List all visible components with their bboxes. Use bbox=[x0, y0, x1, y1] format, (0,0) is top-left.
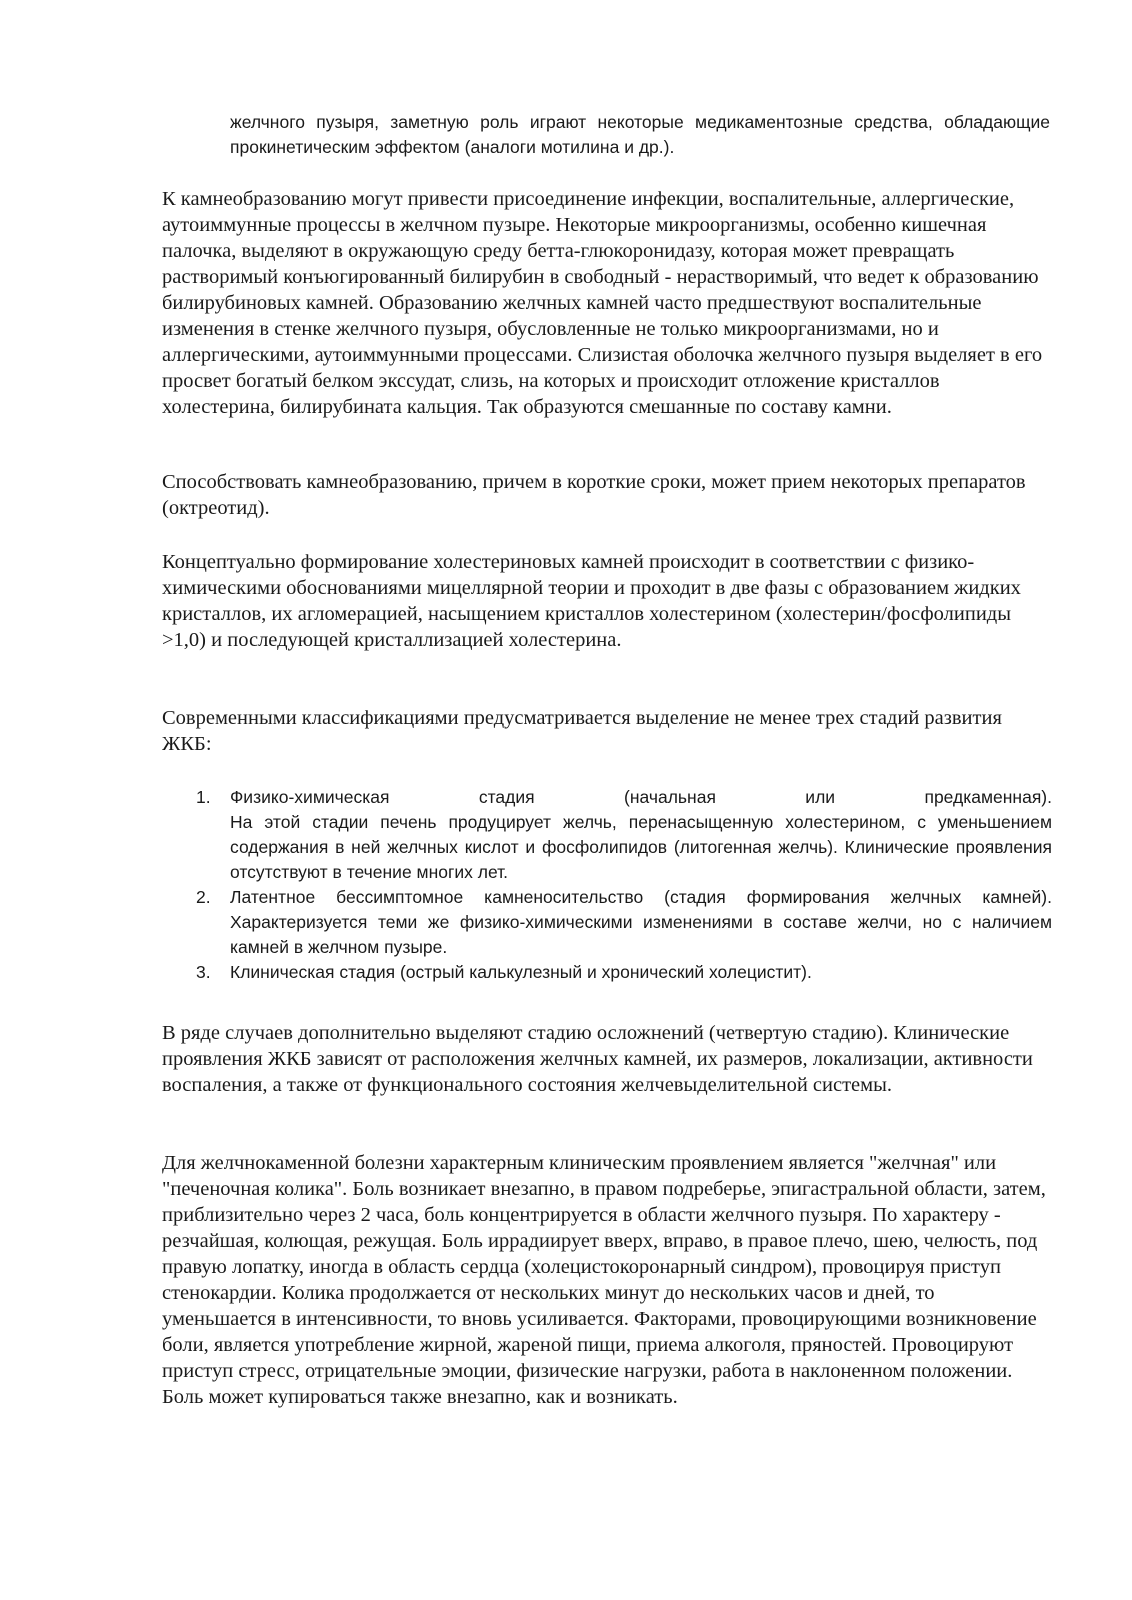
paragraph-biliary-colic: Для желчнокаменной болезни характерным клиническим проявлением является "желчная" или "печеночная колика". Боль возникает внезапно, в правом подреберье, эпигастральной области, затем, приблизительно через 2 часа, боль концентрируется в области желчного пузыря. По характеру - резчайшая, колющая, режущая. Боль иррадиирует вверх, вправо, в правое плечо, шею, челюсть, под правую лопатку, иногда в область сердца (холецистокоронарный синдром), провоцируя приступ стенокардии. Колика продолжается от нескольких минут до нескольких часов и дней, то уменьшается в интенсивности, то вновь усиливается. Факторами, провоцирующими возникновение боли, является употребление жирной, жареной пищи, приема алкоголя, пряностей. Провоцируют приступ стресс, отрицательные эмоции, физические нагрузки, работа в наклоненном положении. Боль может купироваться также внезапно, как и возникать. bbox=[162, 1152, 1046, 1408]
list-item bbox=[196, 885, 1052, 960]
list-item-number: 2. bbox=[196, 887, 211, 907]
list-item bbox=[196, 785, 1052, 885]
list-item-text: Клиническая стадия (острый калькулезный и хронический холецистит). bbox=[230, 962, 812, 982]
list-item-number: 3. bbox=[196, 962, 211, 982]
paragraph-stone-formation-infection: К камнеобразованию могут привести присоединение инфекции, воспалительные, аллергические, аутоиммунные процессы в желчном пузыре. Некоторые микроорганизмы, особенно кишечная палочка, выделяют в окружающую среду бетта-глюкоронидазу, которая может превращать растворимый конъюгированный билирубин в свободный - нерастворимый, что ведет к образованию билирубиновых камней. Образованию желчных камней часто предшествуют воспалительные изменения в стенке желчного пузыря, обусловленные не только микроорганизмами, но и аллергическими, аутоиммунными процессами. Слизистая оболочка желчного пузыря выделяет в его просвет богатый белком экссудат, слизь, на которых и происходит отложение кристаллов холестерина, билирубината кальция. Так образуются смешанные по составу камни. bbox=[162, 188, 1043, 418]
list-item bbox=[196, 960, 1052, 985]
list-item-number: 1. bbox=[196, 787, 211, 807]
paragraph-complications: В ряде случаев дополнительно выделяют стадию осложнений (четвертую стадию). Клинические проявления ЖКБ зависят от расположения желчных камней, их размеров, локализации, активности воспаления, а также от функционального состояния желчевыделительной системы. bbox=[162, 1022, 1033, 1096]
list-item-text: Латентное бессимптомное камненосительство (стадия формирования желчных камней). Характеризуется теми же физико-химическими изменениями в составе желчи, но с наличием камней в желчном пузыре. bbox=[230, 887, 1052, 957]
paragraph-drugs: Способствовать камнеобразованию, причем в короткие сроки, может прием некоторых препаратов (октреотид). bbox=[162, 471, 1026, 519]
paragraph-cholesterol-stones: Концептуально формирование холестериновых камней происходит в соответствии с физико-химическими обоснованиями мицеллярной теории и проходит в две фазы с образованием жидких кристаллов, их агломерацией, насыщением кристаллов холестерином (холестерин/фосфолипиды >1,0) и последующей кристаллизацией холестерина. bbox=[162, 551, 1021, 651]
stages-list bbox=[196, 785, 1052, 985]
list-item-text: На этой стадии печень продуцирует желчь, перенасыщенную холестерином, с уменьшением содержания в ней желчных кислот и фосфолипидов (литогенная желчь). Клинические проявления отсутствуют в течение многих лет. bbox=[230, 812, 1052, 882]
paragraph-classification: Современными классификациями предусматривается выделение не менее трех стадий развития ЖКБ: bbox=[162, 707, 1002, 755]
list-item-heading: Физико-химическая стадия (начальная или предкаменная). bbox=[230, 787, 1052, 807]
continuation-text: желчного пузыря, заметную роль играют некоторые медикаментозные средства, обладающие прокинетическим эффектом (аналоги мотилина и др.). bbox=[230, 112, 1050, 157]
